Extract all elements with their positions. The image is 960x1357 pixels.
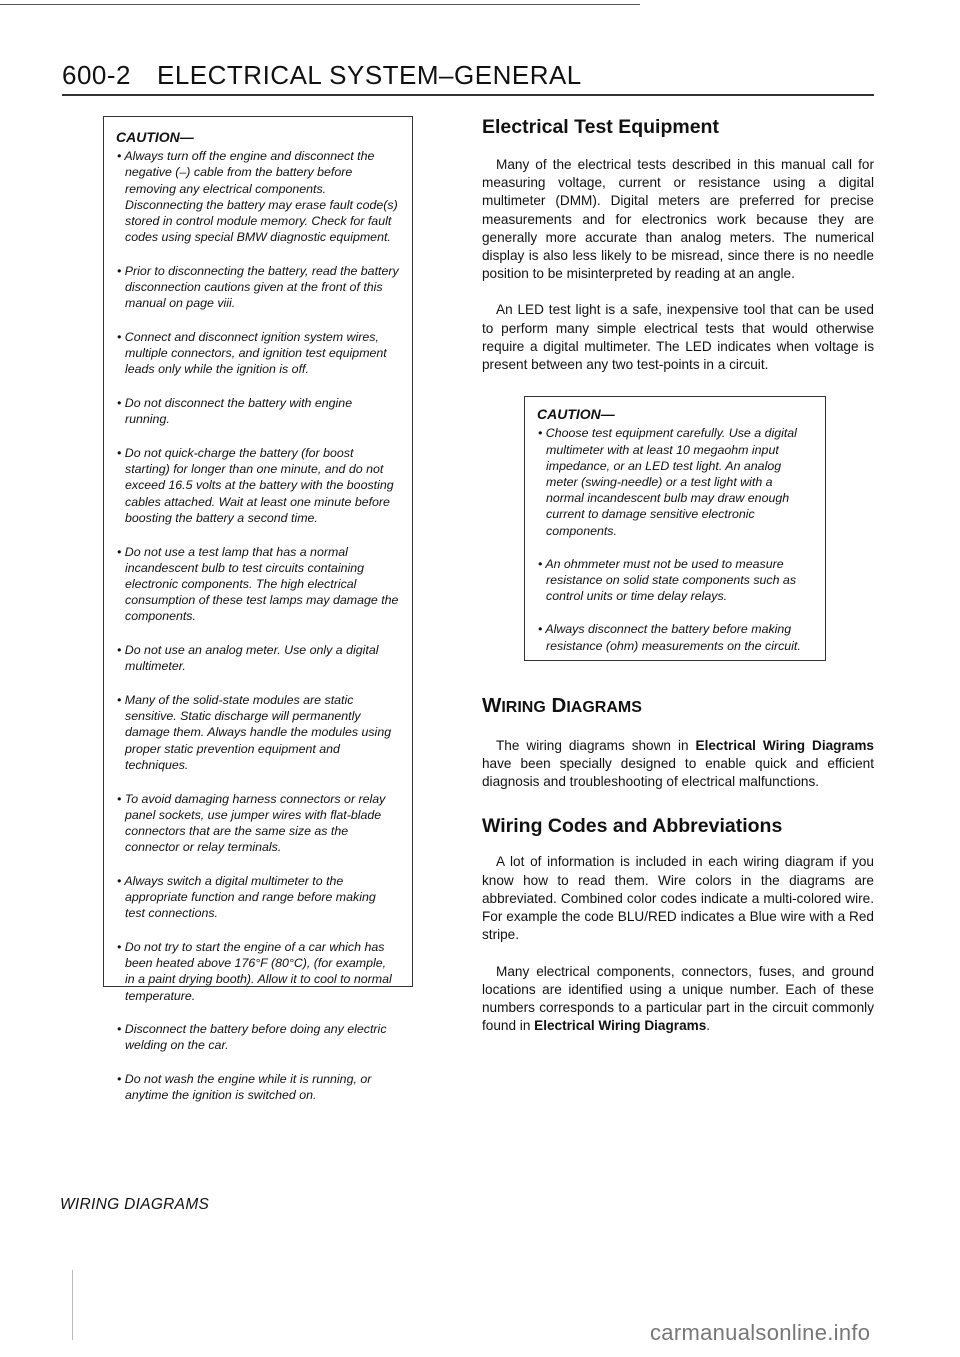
heading-electrical-test-equipment: Electrical Test Equipment [482, 116, 719, 138]
caution-item: • Choose test equipment carefully. Use a digital multimeter with at least 10 megaohm input impedance, or an LED test light. An analog meter (swing-needle) or a test light with a normal incandescent bulb may draw enough current to damage sensitive electronic components. [538, 426, 797, 538]
caution-title: CAUTION— [537, 406, 615, 423]
caution-item: • Many of the solid-state modules are static sensitive. Static discharge will permanently damage them. Always handle the modules using proper static prevention equipment and techniques. [117, 692, 392, 772]
caution-item: • Do not disconnect the battery with engine running. [117, 396, 353, 427]
caution-item: • Do not wash the engine while it is running, or anytime the ignition is switched on. [117, 1072, 372, 1103]
ref-electrical-wiring-diagrams: Electrical Wiring Diagrams [695, 737, 874, 753]
caution-item: • Always turn off the engine and disconnect the negative (–) cable from the battery before removing any electrical components. Disconnecting the battery may erase fault code(s) stored in control module memory. Check for fault codes using special BMW diagnostic equipment. [117, 149, 398, 245]
paragraph-component-numbers: Many electrical components, connectors, fuses, and ground locations are identified using a unique number. Each of these numbers corresponds to a particular part in the circuit commonly found in Electrical Wiring Diagrams. [482, 963, 874, 1034]
watermark: carmanualsonline.info [650, 1320, 871, 1345]
caution-box-left [103, 116, 413, 1103]
caution-item: • Always switch a digital multimeter to the appropriate function and range before making test connections. [117, 873, 376, 921]
page-header [62, 60, 872, 91]
section-title: ELECTRICAL SYSTEM–GENERAL [157, 60, 582, 90]
paragraph-led-test-light: An LED test light is a safe, inexpensive tool that can be used to perform many simple electrical tests that would otherwise require a digital multimeter. The LED indicates when voltage is present between any two test-points in a circuit. [482, 302, 874, 373]
caution-item: • Do not use a test lamp that has a normal incandescent bulb to test circuits containing electronic components. The high electrical consumption of these test lamps may damage the components. [117, 544, 399, 624]
right-column [482, 116, 874, 1035]
paragraph-wiring-diagrams: The wiring diagrams shown in Electrical Wiring Diagrams have been specially designed to enable quick and efficient diagnosis and troubleshooting of electrical malfunctions. [482, 737, 874, 790]
paragraph-dmm: Many of the electrical tests described in this manual call for measuring voltage, current or resistance using a digital multimeter (DMM). Digital meters are preferred for precise measurements and for electronics work because they are generally more accurate than analog meters. The numerical display is also less likely to be misread, since there is no needle position to be misinterpreted by reading at an angle. [482, 157, 874, 282]
header-rule [62, 94, 874, 96]
scan-mark [72, 1270, 73, 1340]
caution-title: CAUTION— [116, 129, 194, 145]
caution-item: • Prior to disconnecting the battery, read the battery disconnection cautions given at the front of this manual on page viii. [117, 263, 399, 311]
caution-box-right [524, 396, 826, 661]
caution-item: • Do not use an analog meter. Use only a digital multimeter. [117, 643, 379, 674]
caution-item: • Do not quick-charge the battery (for boost starting) for longer than one minute, and do not exceed 16.5 volts at the battery with the boosting cables attached. Wait at least one minute before boosting the battery a second time. [117, 446, 394, 525]
caution-item: • Connect and disconnect ignition system wires, multiple connectors, and ignition test equipment leads only while the ignition is off. [117, 330, 387, 377]
heading-wiring-codes: Wiring Codes and Abbreviations [482, 815, 783, 838]
top-rule [0, 4, 640, 5]
paragraph-wire-colors: A lot of information is included in each wiring diagram if you know how to read them. Wire colors in the diagrams are abbreviated. Combined color codes indicate a multi-colored wire. For example the code BLU/RED indicates a Blue wire with a Red stripe. [482, 854, 874, 943]
heading-wiring-diagrams: WIRING DIAGRAMS [482, 693, 642, 717]
caution-item: • Always disconnect the battery before making resistance (ohm) measurements on the circuit. [538, 622, 801, 653]
caution-item: • Do not try to start the engine of a car which has been heated above 176°F (80°C), (for example, in a paint drying booth). Allow it to cool to normal temperature. [117, 939, 392, 1003]
footer-section-label: WIRING DIAGRAMS [60, 1196, 210, 1213]
ref-electrical-wiring-diagrams: Electrical Wiring Diagrams [534, 1018, 707, 1034]
caution-item: • Disconnect the battery before doing any electric welding on the car. [117, 1022, 387, 1053]
page-number: 600-2 [62, 60, 131, 90]
caution-item: • To avoid damaging harness connectors or relay panel sockets, use jumper wires with flat-blade connectors that are the same size as the connector or relay terminals. [117, 791, 386, 855]
caution-item: • An ohmmeter must not be used to measure resistance on solid state components such as control units or time delay relays. [538, 556, 797, 604]
